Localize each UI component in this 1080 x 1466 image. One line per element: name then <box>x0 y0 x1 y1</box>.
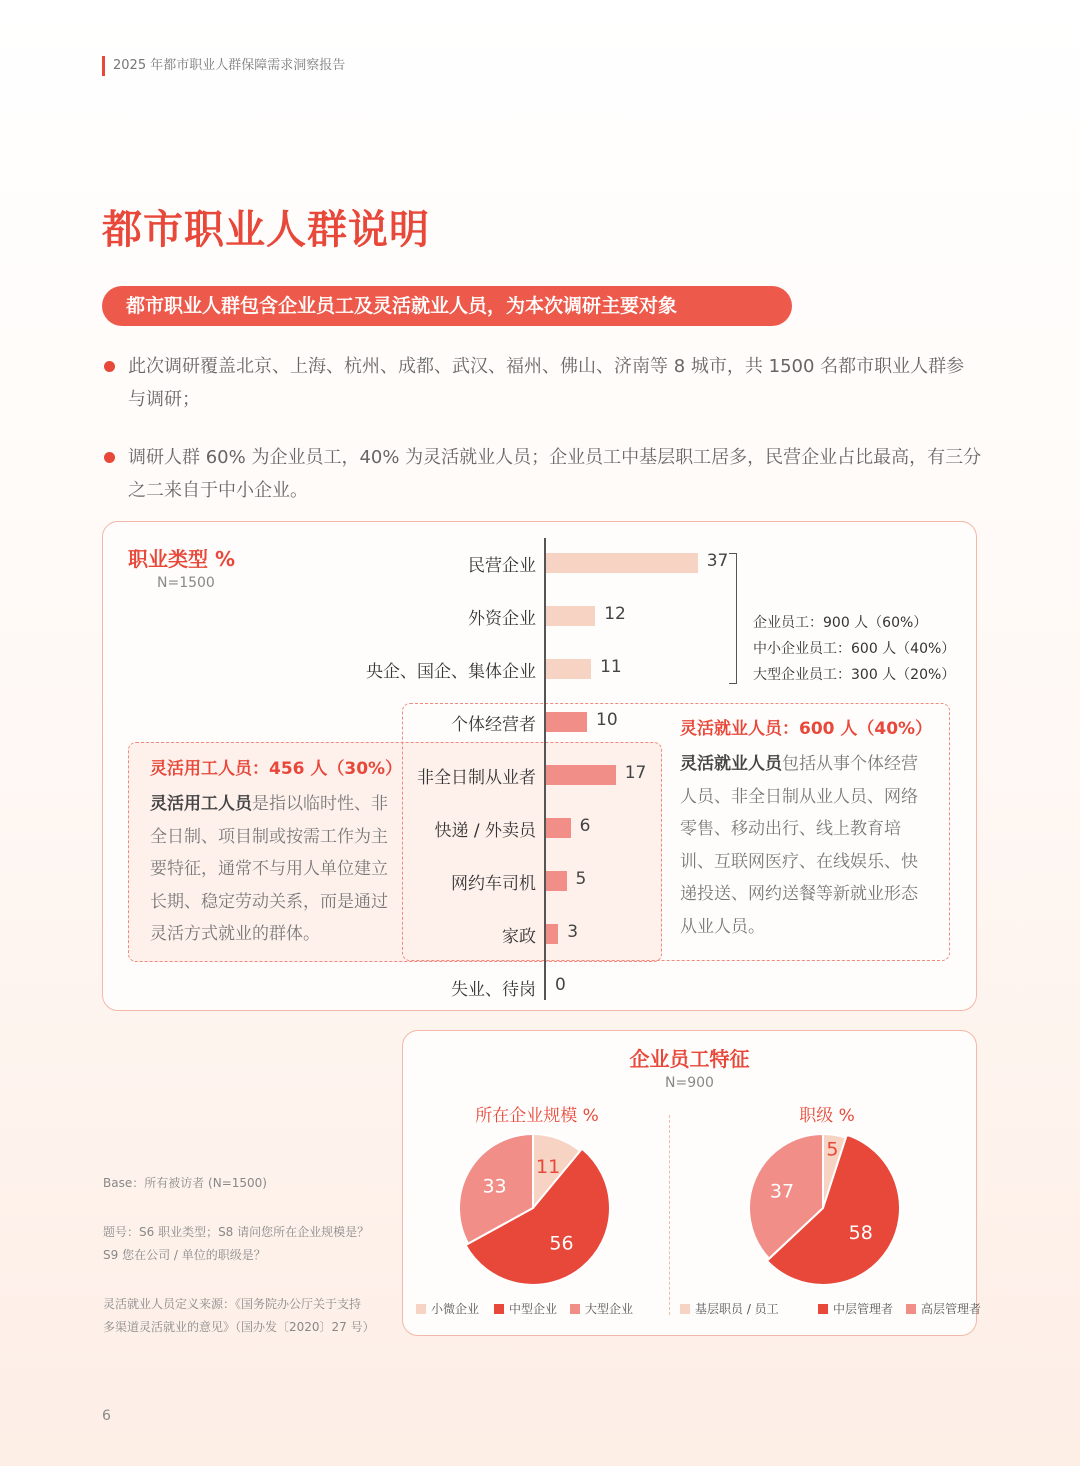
legend-label: 大型企业 <box>585 1302 634 1316</box>
legend-item <box>906 1300 981 1317</box>
report-header: 2025 年都市职业人群保障需求洞察报告 <box>102 56 345 76</box>
flex-employ-title: 灵活用工人员：456 人（30%） <box>150 759 403 779</box>
bullet-text: 此次调研覆盖北京、上海、杭州、成都、武汉、福州、佛山、济南等 8 城市，共 1500 名都市职业人群参与调研； <box>128 356 965 410</box>
bar-value-label: 10 <box>596 710 618 730</box>
flex-job-title: 灵活就业人员：600 人（40%） <box>680 719 933 739</box>
enterprise-summary-line: 大型企业员工：300 人（20%） <box>753 667 956 683</box>
bar-value-label: 0 <box>555 975 566 995</box>
bar-value-label: 37 <box>706 551 729 571</box>
page-number: 6 <box>102 1408 111 1424</box>
pie-slice-label: 37 <box>769 1180 795 1203</box>
legend-label: 小微企业 <box>431 1302 480 1316</box>
bar-value-label: 3 <box>567 922 579 942</box>
legend-swatch-icon <box>416 1304 426 1314</box>
pie-slice-label: 58 <box>848 1221 873 1244</box>
bar-chart-title: 职业类型 % <box>128 547 236 571</box>
flex-job-text: 包括从事个体经营人员、非全日制从业人员、网络零售、移动出行、线上教育培训、互联网医疗、在线娱乐、快递投送、网约送餐等新就业形态从业人员。 <box>680 754 918 937</box>
page-title: 都市职业人群说明 <box>102 207 430 253</box>
legend-item <box>680 1300 779 1317</box>
pie-slice-label: 56 <box>549 1232 574 1255</box>
bar-category-label: 外资企业 <box>468 609 536 629</box>
legend-swatch-icon <box>570 1304 580 1314</box>
bar-category-label: 家政 <box>502 927 536 947</box>
legend-item <box>494 1300 557 1317</box>
note-base: Base：所有被访者 (N=1500) <box>103 1176 267 1190</box>
legend-swatch-icon <box>818 1304 828 1314</box>
flex-employ-text: 是指以临时性、非全日制、项目制或按需工作为主要特征，通常不与用人单位建立长期、稳定劳动关系，而是通过灵活方式就业的群体。 <box>150 794 388 944</box>
bar-category-label: 个体经营者 <box>451 715 536 735</box>
bar-value-label: 12 <box>604 604 626 624</box>
legend-label: 中型企业 <box>509 1302 558 1316</box>
pie1-title: 所在企业规模 % <box>475 1106 599 1126</box>
legend-item <box>416 1300 479 1317</box>
bullet-text: 调研人群 60% 为企业员工，40% 为灵活就业人员；企业员工中基层职工居多，民营企业占比最高，有三分之二来自于中小企业。 <box>128 447 982 501</box>
note-source: 多渠道灵活就业的意见》（国办发〔2020〕27 号） <box>103 1320 375 1334</box>
legend-label: 高层管理者 <box>921 1302 982 1316</box>
flex-job-bold: 灵活就业人员 <box>680 754 782 774</box>
subtitle-banner: 都市职业人群包含企业员工及灵活就业人员，为本次调研主要对象 <box>102 286 792 326</box>
bar-chart-n: N=1500 <box>157 575 215 591</box>
enterprise-summary-line: 中小企业员工：600 人（40%） <box>753 641 956 657</box>
enterprise-summary-line: 企业员工：900 人（60%） <box>753 615 928 631</box>
bar-category-label: 非全日制从业者 <box>417 768 536 788</box>
bar-category-label: 网约车司机 <box>451 874 536 894</box>
legend-item <box>818 1300 893 1317</box>
bar-value-label: 11 <box>600 657 622 677</box>
bar-value-label: 6 <box>579 816 591 836</box>
legend-item <box>570 1300 633 1317</box>
bar-category-label: 快递 / 外卖员 <box>434 821 536 841</box>
bar-value-label: 5 <box>575 869 587 889</box>
bar-value-label: 17 <box>624 763 647 783</box>
employee-panel-title: 企业员工特征 <box>629 1047 750 1071</box>
pie-slice-label: 11 <box>536 1155 561 1178</box>
note-question: S9 您在公司 / 单位的职级是？ <box>103 1248 266 1262</box>
pie-slice-label: 33 <box>482 1175 507 1198</box>
legend-label: 基层职员 / 员工 <box>695 1302 779 1316</box>
legend-swatch-icon <box>906 1304 916 1314</box>
employee-panel-n: N=900 <box>665 1075 714 1091</box>
legend-label: 中层管理者 <box>833 1302 894 1316</box>
note-question: 题号：S6 职业类型；S8 请问您所在企业规模是？ <box>103 1225 370 1239</box>
bar-category-label: 民营企业 <box>468 556 536 576</box>
legend-swatch-icon <box>680 1304 690 1314</box>
pie2-title: 职级 % <box>799 1106 855 1126</box>
pie-slice-label: 5 <box>826 1138 839 1161</box>
bar-category-label: 失业、待岗 <box>451 980 536 1000</box>
bar-category-label: 央企、国企、集体企业 <box>366 662 536 682</box>
flex-employ-bold: 灵活用工人员 <box>150 794 252 814</box>
note-source: 灵活就业人员定义来源：《国务院办公厅关于支持 <box>103 1297 362 1311</box>
legend-swatch-icon <box>494 1304 504 1314</box>
